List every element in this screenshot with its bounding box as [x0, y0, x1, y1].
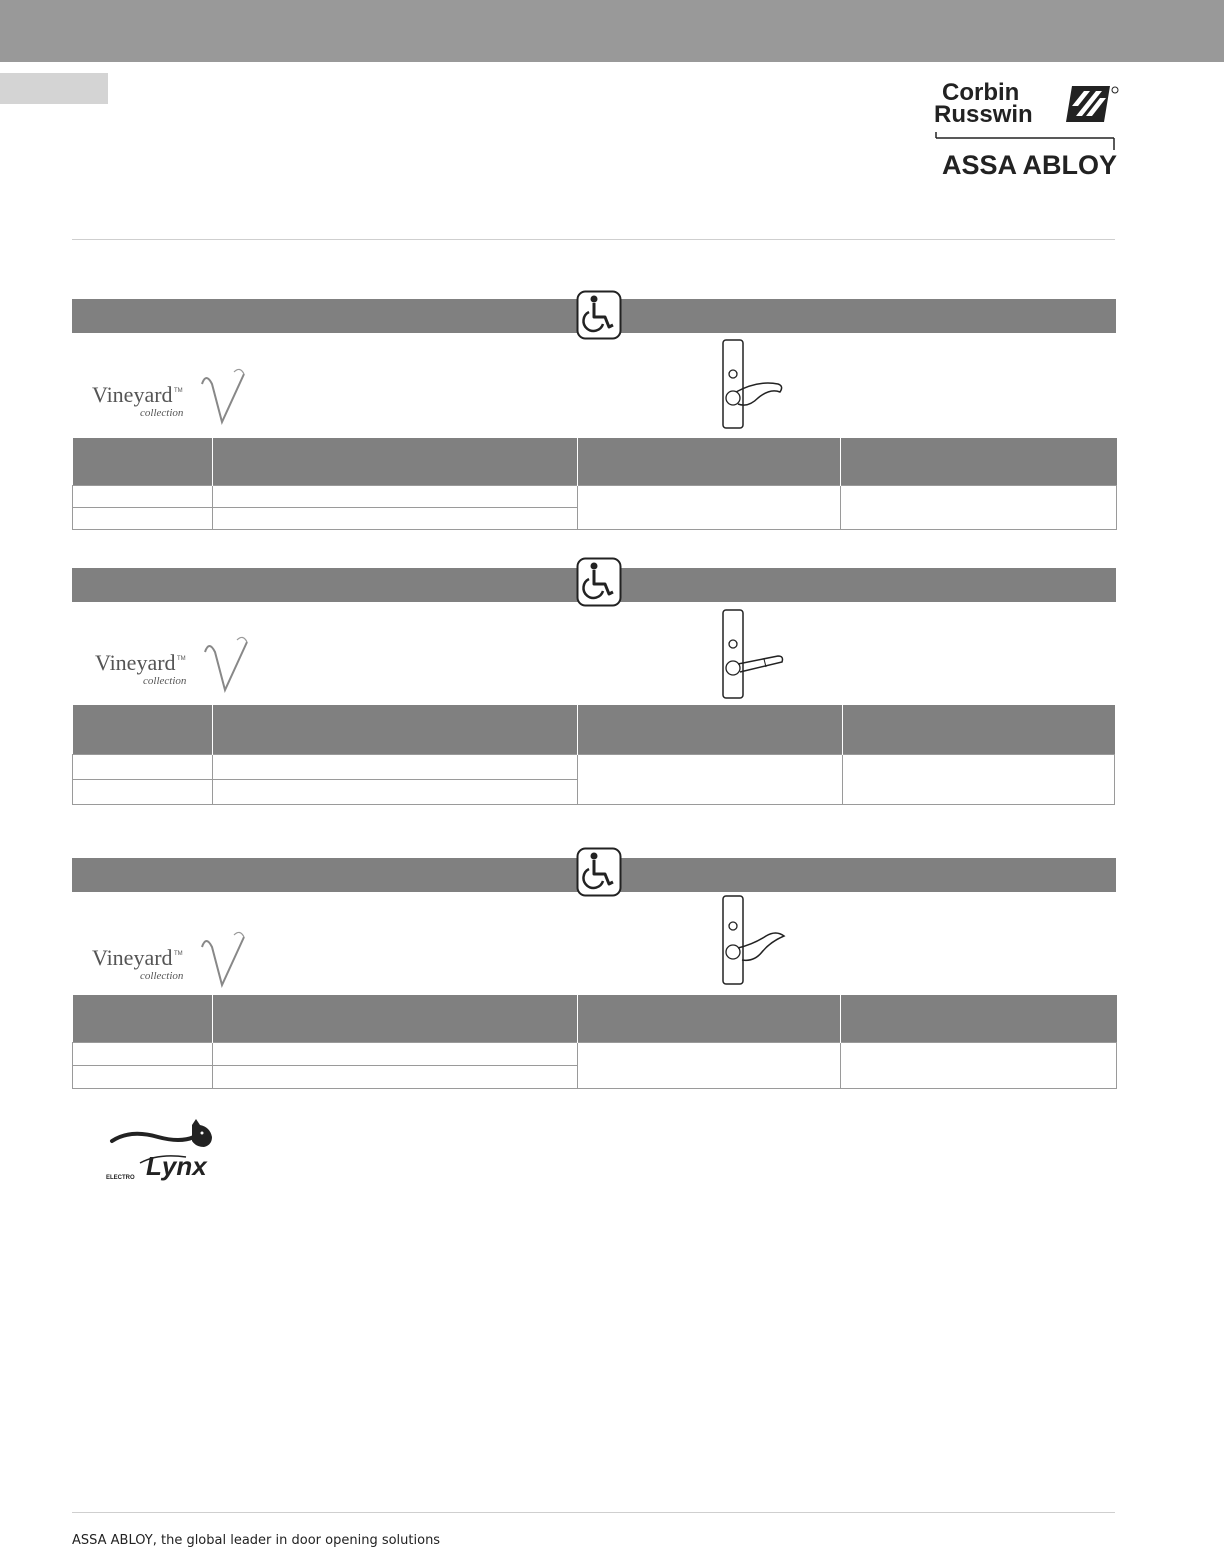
spec-table-3 — [72, 995, 1117, 1089]
svg-text:Vineyard: Vineyard — [92, 382, 173, 407]
lever-trim-straight-icon — [718, 606, 798, 702]
table-header-row — [73, 995, 1117, 1043]
table-row — [73, 1043, 1117, 1066]
svg-text:collection: collection — [140, 970, 184, 982]
svg-text:Vineyard: Vineyard — [95, 650, 176, 675]
wheelchair-icon — [576, 290, 622, 340]
svg-text:TM: TM — [174, 388, 183, 394]
table-row — [73, 486, 1117, 508]
lever-trim-curved-icon — [718, 892, 798, 988]
spec-table-1 — [72, 438, 1117, 530]
header-band — [0, 0, 1224, 62]
svg-text:ELECTRO: ELECTRO — [106, 1175, 135, 1181]
corbin-russwin-logo — [930, 78, 1120, 182]
vineyard-collection-logo — [90, 925, 265, 995]
wheelchair-icon — [576, 557, 622, 607]
lever-trim-scroll-icon — [718, 336, 798, 432]
svg-text:Vineyard: Vineyard — [92, 945, 173, 970]
svg-text:collection: collection — [140, 407, 184, 419]
svg-text:Corbin: Corbin — [942, 79, 1020, 106]
svg-text:TM: TM — [174, 951, 183, 957]
footer-divider — [72, 1512, 1115, 1513]
page-tab — [0, 73, 108, 104]
vineyard-collection-logo — [90, 362, 265, 432]
svg-text:Russwin: Russwin — [934, 101, 1033, 128]
svg-text:Lynx: Lynx — [146, 1151, 207, 1181]
svg-text:TM: TM — [177, 656, 186, 662]
svg-text:collection: collection — [143, 675, 187, 687]
electro-lynx-logo — [100, 1117, 220, 1183]
spec-table-2 — [72, 705, 1115, 805]
top-divider — [72, 239, 1115, 240]
table-header-row — [73, 438, 1117, 486]
table-row — [73, 755, 1115, 780]
footer-tagline: ASSA ABLOY, the global leader in door opening solutions — [72, 1533, 441, 1548]
vineyard-collection-logo — [93, 630, 268, 700]
svg-text:ASSA ABLOY: ASSA ABLOY — [942, 150, 1118, 180]
table-header-row — [73, 705, 1115, 755]
wheelchair-icon — [576, 847, 622, 897]
